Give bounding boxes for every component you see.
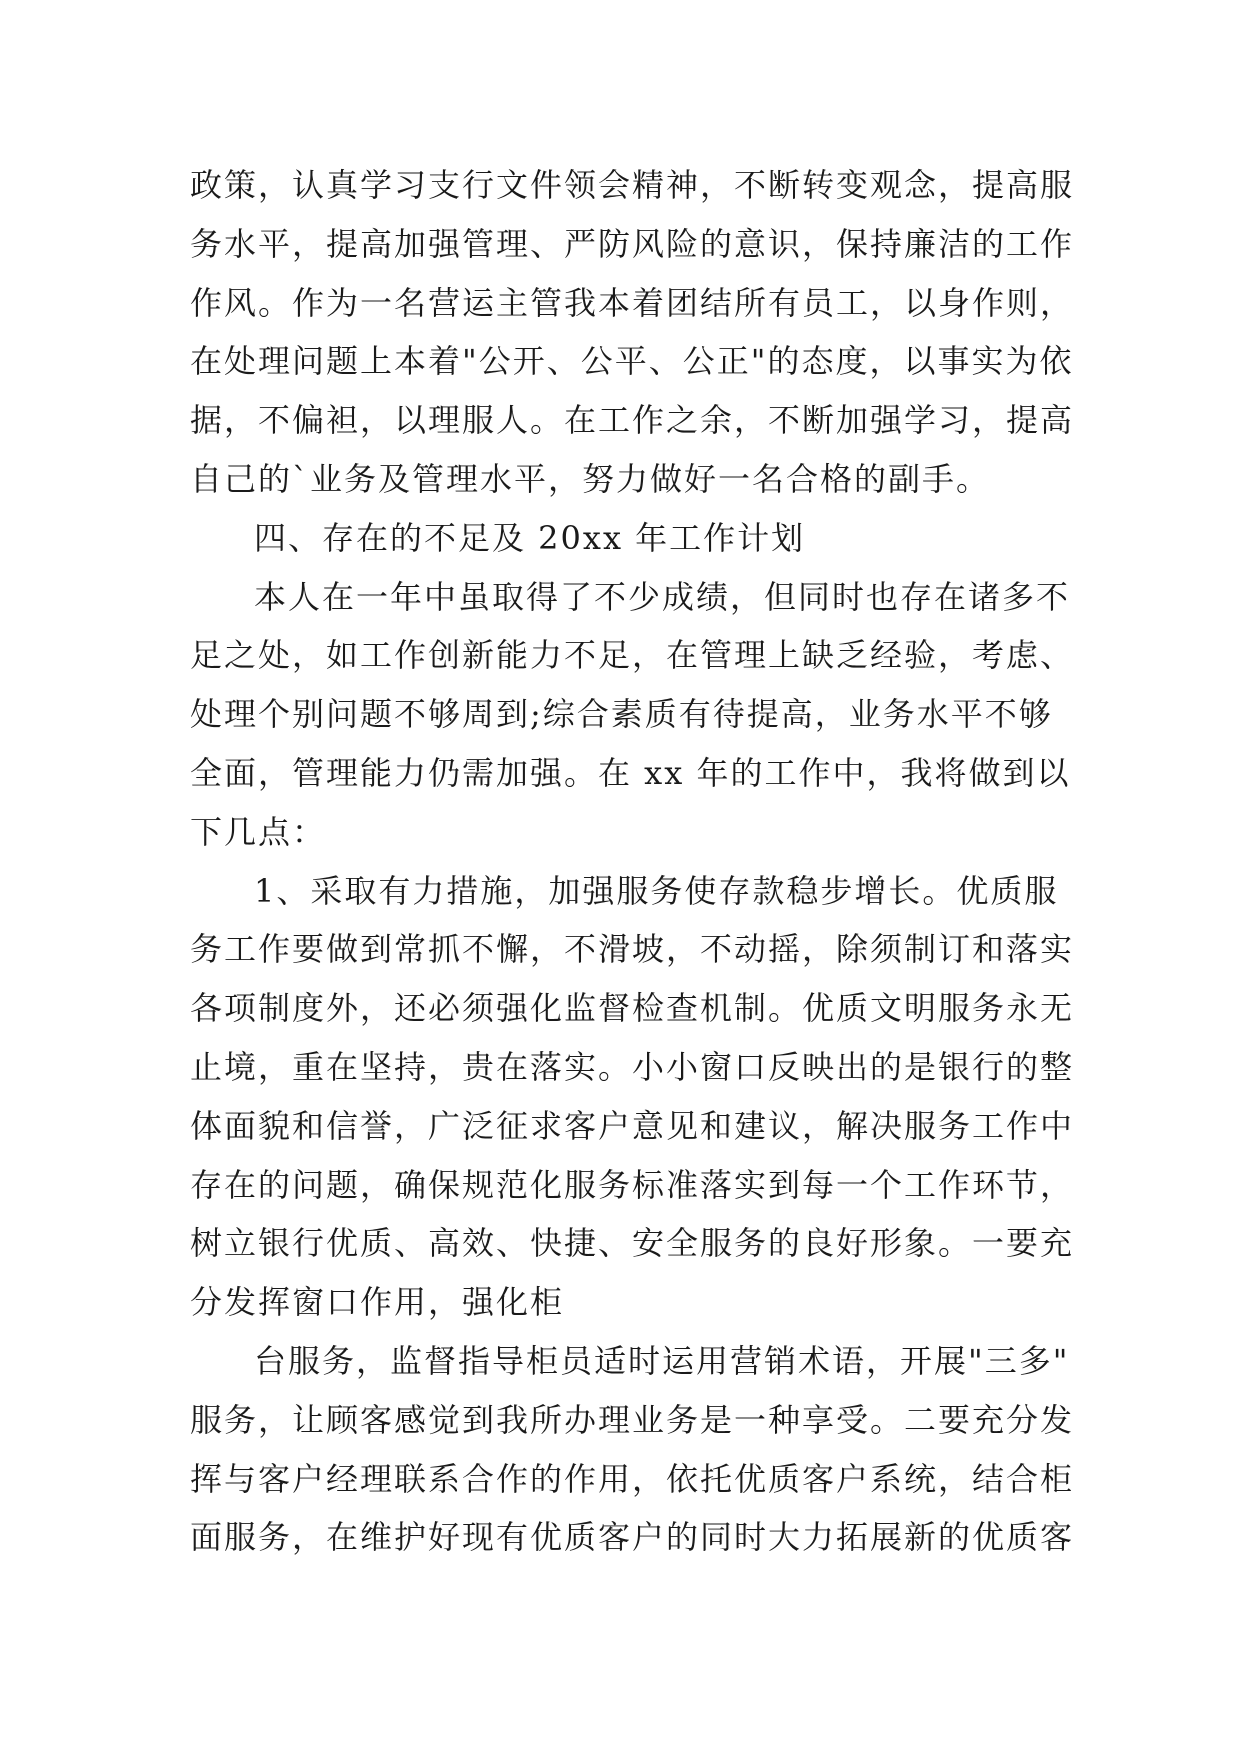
- text-line: 分发挥窗口作用，强化柜: [190, 1283, 565, 1322]
- text-line: 政策，认真学习支行文件领会精神，不断转变观念，提高服: [190, 166, 1075, 204]
- text-line: 本人在一年中虽取得了不少成绩，但同时也存在诸多不: [254, 577, 1071, 616]
- document-body: [190, 156, 1075, 1567]
- text-line: 全面，管理能力仍需加强。在 xx 年的工作中，我将做到以: [190, 753, 1071, 792]
- text-line: 体面貌和信誉，广泛征求客户意见和建议，解决服务工作中: [190, 1106, 1075, 1145]
- text-line: 止境，重在坚持，贵在落实。小小窗口反映出的是银行的整: [190, 1047, 1075, 1086]
- section-heading: 四、存在的不足及 20xx 年工作计划: [254, 518, 806, 557]
- text-line: 处理个别问题不够周到;综合素质有待提高，业务水平不够: [190, 695, 1053, 734]
- text-line: 下几点：: [190, 812, 327, 851]
- text-line: 据，不偏袒，以理服人。在工作之余，不断加强学习，提高: [190, 401, 1075, 440]
- text-line: 各项制度外，还必须强化监督检查机制。优质文明服务永无: [190, 989, 1075, 1028]
- text-line: 存在的问题，确保规范化服务标准落实到每一个工作环节，: [190, 1165, 1075, 1204]
- text-line: 服务，让顾客感觉到我所办理业务是一种享受。二要充分发: [190, 1400, 1075, 1439]
- text-line: 挥与客户经理联系合作的作用，依托优质客户系统，结合柜: [190, 1459, 1075, 1498]
- text-line: 面服务，在维护好现有优质客户的同时大力拓展新的优质客: [190, 1518, 1075, 1557]
- text-line: 足之处，如工作创新能力不足，在管理上缺乏经验，考虑、: [190, 636, 1075, 675]
- text-line: 务水平，提高加强管理、严防风险的意识，保持廉洁的工作: [190, 224, 1075, 263]
- list-item-heading: 1、采取有力措施，加强服务使存款稳步增长。优质服: [254, 871, 1059, 910]
- text-line: 台服务，监督指导柜员适时运用营销术语，开展"三多": [254, 1341, 1070, 1380]
- text-line: 作风。作为一名营运主管我本着团结所有员工，以身作则，: [190, 283, 1075, 322]
- text-line: 自己的`业务及管理水平，努力做好一名合格的副手。: [190, 459, 991, 498]
- text-line: 务工作要做到常抓不懈，不滑坡，不动摇，除须制订和落实: [190, 930, 1075, 969]
- text-line: 在处理问题上本着"公开、公平、公正"的态度，以事实为依: [190, 342, 1074, 381]
- text-line: 树立银行优质、高效、快捷、安全服务的良好形象。一要充: [190, 1224, 1075, 1263]
